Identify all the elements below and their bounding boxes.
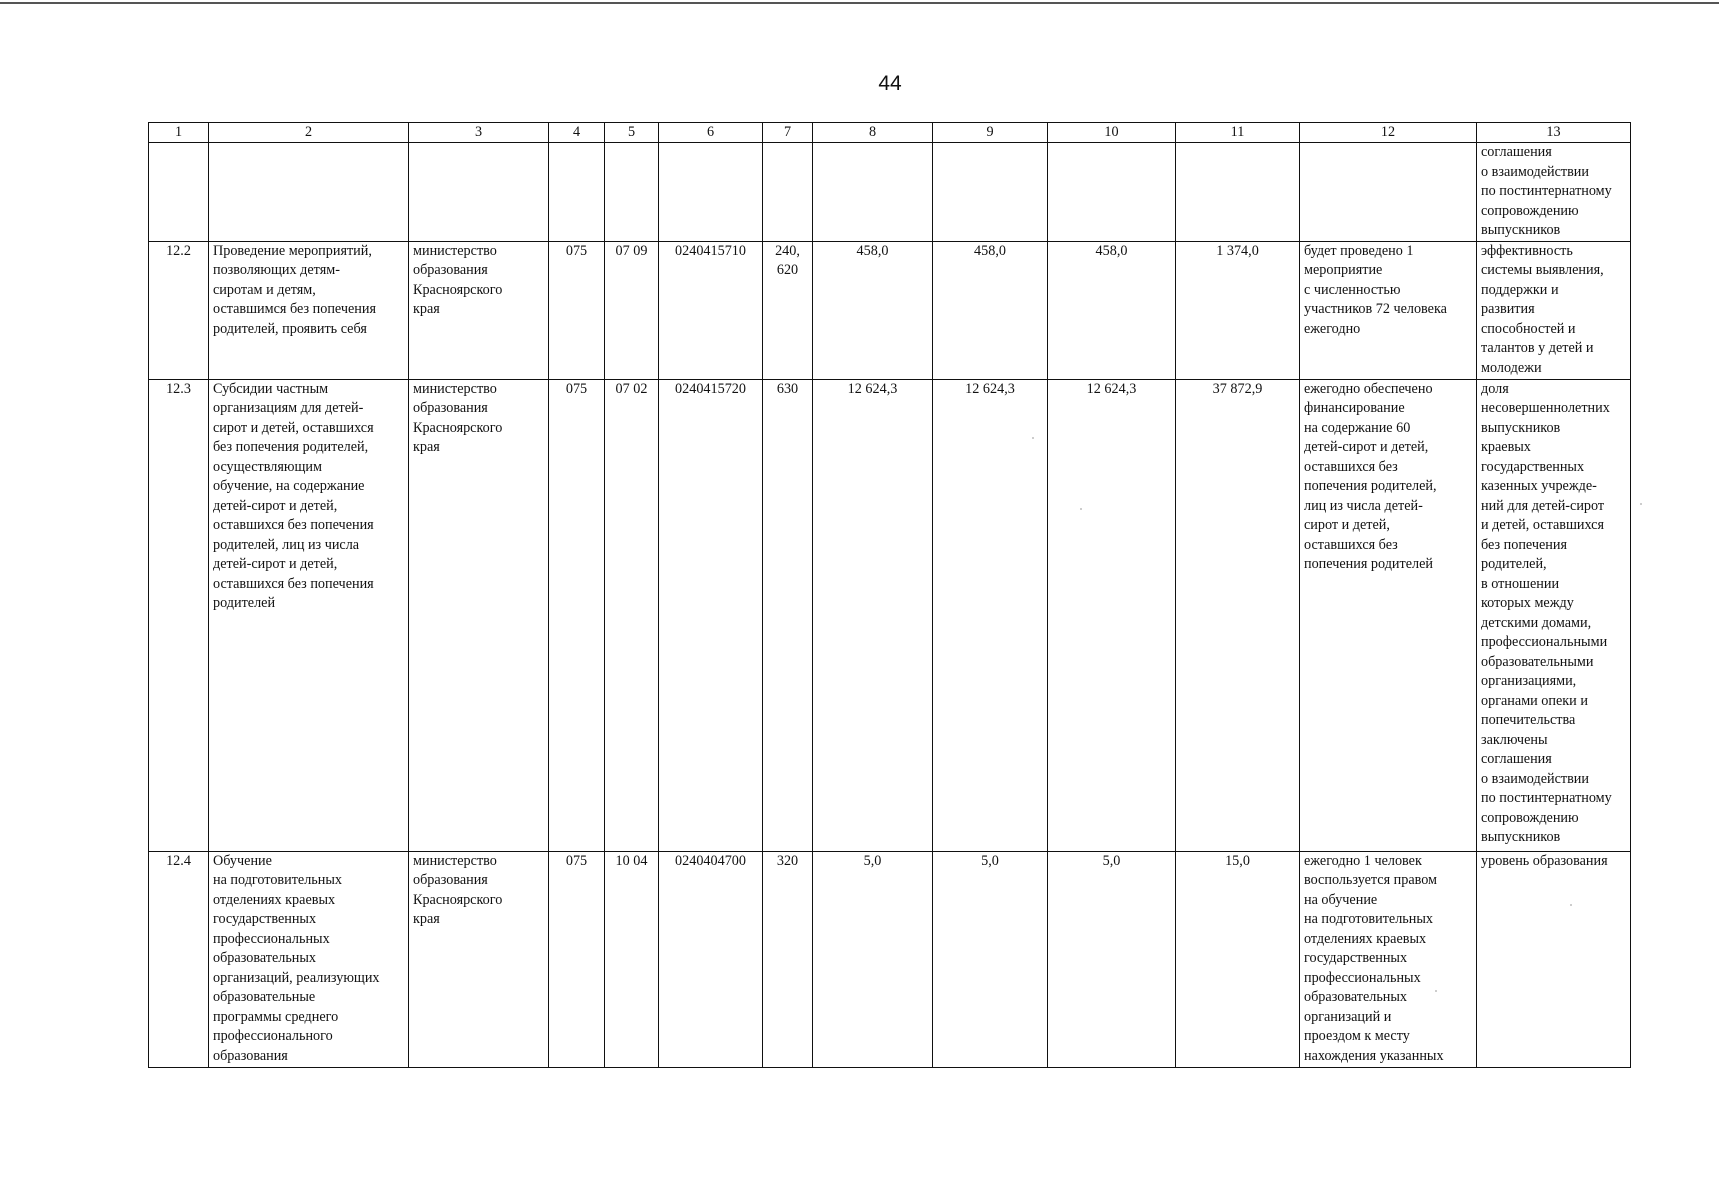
column-header: 5 [605, 123, 659, 143]
column-header: 1 [149, 123, 209, 143]
table-row [149, 851, 1631, 1067]
target-article-cell: 0240404700 [659, 851, 763, 1067]
executor-cell: министерство образования Красноярского края [409, 851, 549, 1067]
year2-amount-cell: 5,0 [933, 851, 1048, 1067]
grbs-code-cell: 075 [549, 379, 605, 851]
column-header: 6 [659, 123, 763, 143]
column-header: 7 [763, 123, 813, 143]
scan-speck [1640, 503, 1642, 505]
year3-amount-cell: 12 624,3 [1048, 379, 1176, 851]
expense-type-cell: 320 [763, 851, 813, 1067]
column-header: 11 [1176, 123, 1300, 143]
column-header: 13 [1477, 123, 1631, 143]
table-row [149, 379, 1631, 851]
column-number-row [149, 123, 1631, 143]
indicator-cell: уровень образования [1477, 851, 1631, 1067]
target-article-cell: 0240415710 [659, 241, 763, 379]
year2-amount-cell: 458,0 [933, 241, 1048, 379]
year1-amount-cell: 458,0 [813, 241, 933, 379]
year3-amount-cell: 458,0 [1048, 241, 1176, 379]
section-code-cell: 07 09 [605, 241, 659, 379]
scan-top-border [0, 2, 1719, 4]
program-activities-table [148, 122, 1631, 1068]
expense-type-cell: 240, 620 [763, 241, 813, 379]
indicator-cell: эффективность системы выявления, поддержки и развития способностей и талантов у детей и молодежи [1477, 241, 1631, 379]
year3-amount-cell: 5,0 [1048, 851, 1176, 1067]
activity-name-cell: Проведение мероприятий, позволяющих детям- сиротам и детям, оставшимся без попечения родителей, проявить себя [209, 241, 409, 379]
total-amount-cell: 15,0 [1176, 851, 1300, 1067]
expected-result-cell: ежегодно обеспечено финансирование на содержание 60 детей-сирот и детей, оставшихся без попечения родителей, лиц из числа детей- сирот и детей, оставшихся без попечения родителей [1300, 379, 1477, 851]
column-header: 9 [933, 123, 1048, 143]
executor-cell: министерство образования Красноярского края [409, 241, 549, 379]
column-header: 3 [409, 123, 549, 143]
table-row [149, 241, 1631, 379]
column-header: 8 [813, 123, 933, 143]
target-article-cell: 0240415720 [659, 379, 763, 851]
column-header: 2 [209, 123, 409, 143]
grbs-code-cell: 075 [549, 241, 605, 379]
year2-amount-cell: 12 624,3 [933, 379, 1048, 851]
indicator-cell: соглашения о взаимодействии по постинтернатному сопровождению выпускников [1477, 143, 1631, 242]
year1-amount-cell: 5,0 [813, 851, 933, 1067]
item-number-cell: 12.4 [149, 851, 209, 1067]
item-number-cell: 12.2 [149, 241, 209, 379]
activity-name-cell: Обучение на подготовительных отделениях краевых государственных профессиональных образовательных организаций, реализующих образовательные программы среднего профессионального образования [209, 851, 409, 1067]
column-header: 4 [549, 123, 605, 143]
section-code-cell: 10 04 [605, 851, 659, 1067]
section-code-cell: 07 02 [605, 379, 659, 851]
year1-amount-cell: 12 624,3 [813, 379, 933, 851]
page-number: 44 [878, 72, 902, 95]
executor-cell: министерство образования Красноярского края [409, 379, 549, 851]
expense-type-cell: 630 [763, 379, 813, 851]
activity-name-cell: Субсидии частным организациям для детей- сирот и детей, оставшихся без попечения родителей, осуществляющим обучение, на содержание детей-сирот и детей, оставшихся без попечения родителей, лиц из числа детей-сирот и детей, оставшихся без попечения родителей [209, 379, 409, 851]
grbs-code-cell: 075 [549, 851, 605, 1067]
item-number-cell: 12.3 [149, 379, 209, 851]
column-header: 12 [1300, 123, 1477, 143]
continuation-row [149, 143, 1631, 242]
total-amount-cell: 1 374,0 [1176, 241, 1300, 379]
expected-result-cell: ежегодно 1 человек воспользуется правом на обучение на подготовительных отделениях краевых государственных профессиональных образовательных организаций и проездом к месту нахождения указанных [1300, 851, 1477, 1067]
total-amount-cell: 37 872,9 [1176, 379, 1300, 851]
indicator-cell: доля несовершеннолетних выпускников краевых государственных казенных учрежде- ний для детей-сирот и детей, оставшихся без попечения родителей, в отношении которых между детскими домами, профессиональными образовательными организациями, органами опеки и попечительства заключены соглашения о взаимодействии по постинтернатному сопровождению выпускников [1477, 379, 1631, 851]
column-header: 10 [1048, 123, 1176, 143]
expected-result-cell: будет проведено 1 мероприятие с численностью участников 72 человека ежегодно [1300, 241, 1477, 379]
